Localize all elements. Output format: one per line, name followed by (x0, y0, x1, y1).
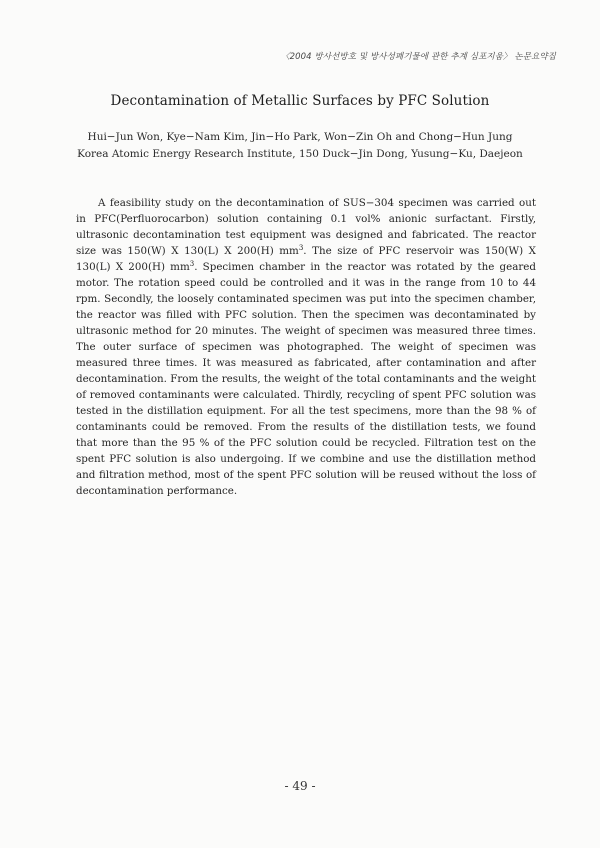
author-block (0, 129, 600, 163)
author-names: Hui−Jun Won, Kye−Nam Kim, Jin−Ho Park, Won−Zin Oh and Chong−Hun Jung (87, 131, 513, 143)
cubic-superscript: 3 (189, 260, 195, 268)
proceedings-header: 〈2004 방사선방호 및 방사성폐기물에 관한 추계 심포지움〉 논문요약집 (281, 52, 556, 62)
page-number: - 49 - (284, 779, 316, 793)
abstract-paragraph (76, 195, 536, 499)
abstract-body (76, 195, 536, 499)
cubic-superscript: 3 (298, 244, 304, 252)
paper-title: Decontamination of Metallic Surfaces by PFC Solution (110, 93, 490, 109)
author-affiliation: Korea Atomic Energy Research Institute, 150 Duck−Jin Dong, Yusung−Ku, Daejeon (77, 148, 523, 160)
abstract-text-part2: . The size of PFC reservoir was 150(W) X 130(L) X 200(H) mm (76, 245, 536, 273)
abstract-text-part3: . Specimen chamber in the reactor was rotated by the geared motor. The rotation speed could be controlled and it was in the range from 10 to 44 rpm. Secondly, the loosely contaminated specimen was put into the specimen chamber, the reactor was filled with PFC solution. Then the specimen was decontaminated by ultrasonic method for 20 minutes. The weight of specimen was measured three times. The outer surface of specimen was photographed. The weight of specimen was measured three times. It was measured as fabricated, after contamination and after decontamination. From the results, the weight of the total contaminants and the weight of removed contaminants were calculated. Thirdly, recycling of spent PFC solution was tested in the distillation equipment. For all the test specimens, more than the 98 % of contaminants could be removed. From the results of the distillation tests, we found that more than the 95 % of the PFC solution could be recycled. Filtration test on the spent PFC solution is also undergoing. If we combine and use the distillation method and filtration method, most of the spent PFC solution will be reused without the loss of decontamination performance. (76, 261, 536, 497)
abstract-text-part1: A feasibility study on the decontamination of SUS−304 specimen was carried out in PFC(Perfluorocarbon) solution containing 0.1 vol% anionic surfactant. Firstly, ultrasonic decontamination test equipment was designed and fabricated. The reactor size was 150(W) X 130(L) X 200(H) mm (76, 197, 536, 257)
